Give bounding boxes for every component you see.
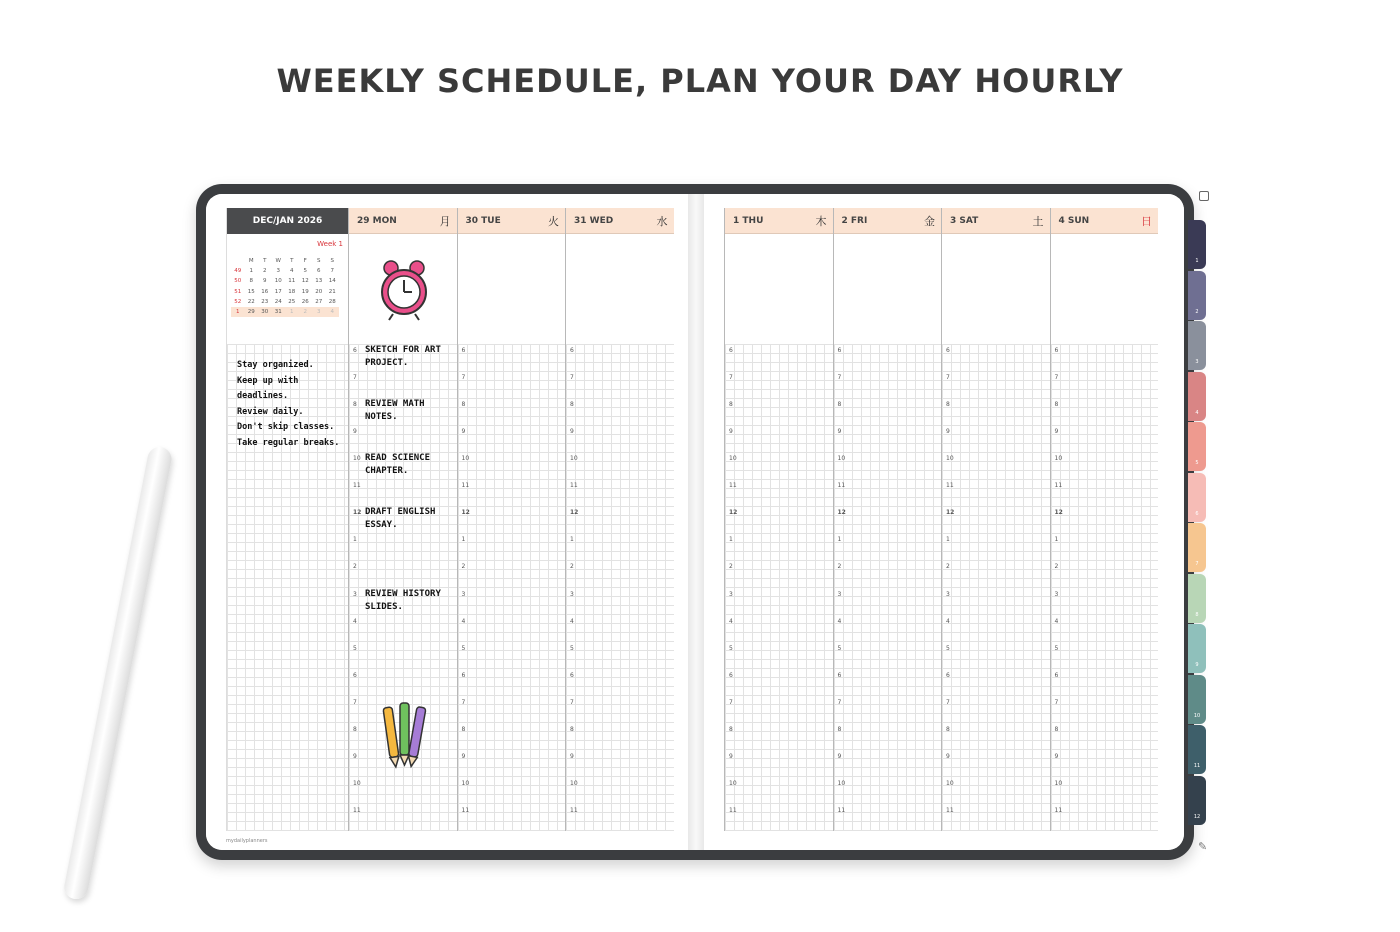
note-line: Don't skip classes. (237, 422, 335, 432)
day-notes-area[interactable] (725, 234, 833, 344)
hour-label: 7 (837, 698, 842, 706)
cal-day[interactable]: 14 (328, 278, 336, 285)
headline: WEEKLY SCHEDULE, PLAN YOUR DAY HOURLY (276, 62, 1124, 100)
hour-label: 7 (570, 374, 574, 382)
cal-day[interactable]: 16 (261, 288, 269, 295)
cal-day[interactable]: 21 (328, 288, 336, 295)
month-tab[interactable]: 9 (1188, 624, 1206, 673)
hour-label: 9 (946, 752, 950, 760)
hour-label: 9 (461, 752, 466, 760)
note-line: Keep up with (237, 375, 299, 386)
hour-label: 5 (461, 644, 466, 652)
week-label[interactable]: Week 1 (317, 240, 343, 248)
notes-text (237, 358, 339, 451)
hour-label: 1 (353, 536, 357, 544)
hour-label: 9 (837, 752, 842, 760)
cal-day[interactable]: 13 (315, 278, 323, 285)
day-kanji: 木 (815, 214, 827, 228)
hour-label: 8 (461, 725, 466, 733)
hour-label: 8 (353, 401, 357, 409)
hour-label: 5 (837, 644, 842, 652)
cal-corner (231, 256, 245, 266)
hour-label: 7 (461, 698, 466, 706)
hourly-grid[interactable] (942, 344, 1050, 831)
cal-weekday-header: T (263, 258, 267, 265)
cal-day[interactable]: 8 (249, 278, 253, 285)
day-header[interactable] (458, 208, 566, 234)
hour-label: 5 (570, 644, 574, 652)
hour-label: 10 (1054, 455, 1063, 463)
hour-label: 11 (837, 482, 846, 490)
task-entry[interactable]: DRAFT ENGLISH ESSAY. (365, 507, 436, 531)
hour-label: 8 (946, 725, 950, 733)
hour-label: 9 (461, 428, 466, 436)
hour-label: 8 (729, 725, 733, 733)
hour-label: 10 (837, 779, 846, 787)
month-tab[interactable]: 3 (1188, 321, 1206, 370)
hour-label: 4 (1054, 617, 1059, 625)
day-kanji: 土 (1032, 214, 1044, 228)
cal-day[interactable]: 27 (315, 298, 323, 305)
sidebar (226, 208, 348, 831)
hour-label: 8 (461, 401, 466, 409)
hour-label: 6 (570, 347, 574, 354)
hour-label: 10 (461, 779, 470, 787)
cal-day[interactable]: 4 (290, 268, 294, 275)
day-notes-area[interactable] (834, 234, 942, 344)
hour-label: 12 (570, 509, 579, 517)
hour-label: 2 (570, 563, 574, 571)
hourly-grid[interactable] (725, 344, 833, 831)
day-column[interactable] (348, 208, 457, 831)
hour-label: 11 (461, 806, 470, 814)
day-label: 4 SUN (1058, 215, 1090, 226)
day-kanji: 火 (548, 214, 559, 228)
day-kanji: 水 (656, 214, 668, 228)
hour-label: 8 (837, 725, 842, 733)
cal-day[interactable]: 18 (288, 288, 296, 295)
mini-calendar (227, 234, 349, 344)
hour-label: 6 (837, 347, 842, 354)
hour-label: 12 (729, 509, 738, 517)
cal-day[interactable]: 29 (245, 307, 259, 317)
tablet-frame (196, 184, 1194, 860)
hour-label: 11 (461, 482, 470, 490)
hour-label: 1 (946, 536, 950, 544)
hour-label: 12 (1054, 509, 1063, 517)
hour-label: 1 (837, 536, 842, 544)
cal-day[interactable]: 23 (261, 298, 269, 305)
hour-label: 11 (729, 482, 737, 490)
cal-week-number[interactable]: 50 (234, 278, 242, 285)
clock-sticker (379, 260, 429, 328)
hour-label: 10 (353, 779, 361, 787)
task-entry[interactable]: SKETCH FOR ART PROJECT. (365, 345, 441, 368)
cal-weekday-header: T (290, 258, 294, 265)
hour-label: 6 (1054, 671, 1059, 679)
hour-label: 7 (461, 374, 466, 382)
hour-label: 12 (946, 509, 955, 517)
cal-week-number[interactable]: 1 (231, 307, 245, 317)
hour-label: 11 (946, 482, 954, 490)
month-tab[interactable]: 1 (1188, 220, 1206, 269)
right-page (704, 194, 1184, 850)
task-entry[interactable]: REVIEW HISTORY SLIDES. (365, 588, 441, 612)
cal-day[interactable]: 12 (301, 278, 309, 285)
hour-label: 4 (570, 617, 574, 625)
hour-label: 10 (729, 455, 737, 463)
day-notes-area[interactable] (349, 234, 457, 344)
hour-label: 5 (353, 644, 357, 652)
month-tab[interactable]: 10 (1188, 675, 1206, 724)
hour-label: 11 (729, 806, 737, 814)
hour-label: 5 (946, 644, 950, 652)
hour-label: 9 (353, 428, 357, 436)
note-line: deadlines. (237, 391, 289, 401)
day-column[interactable] (941, 208, 1050, 831)
day-header[interactable] (566, 208, 674, 234)
month-tab[interactable]: 11 (1188, 725, 1206, 774)
hour-label: 3 (570, 590, 574, 598)
month-tab[interactable]: 6 (1188, 473, 1206, 522)
hour-label: 11 (353, 482, 361, 490)
note-line: Review daily. (237, 406, 304, 417)
cal-week-number[interactable]: 52 (234, 298, 242, 305)
cal-day[interactable]: 1 (285, 307, 299, 317)
cal-week-number[interactable]: 49 (234, 268, 242, 275)
cal-day[interactable]: 31 (272, 307, 286, 317)
day-header[interactable] (349, 208, 457, 234)
cal-day[interactable]: 3 (312, 307, 326, 317)
alarm-clock-icon (379, 260, 429, 324)
day-column[interactable] (833, 208, 942, 831)
day-column[interactable] (457, 208, 566, 831)
hour-label: 2 (729, 563, 733, 571)
stylus-pencil (62, 445, 173, 901)
hour-label: 8 (353, 725, 357, 733)
hour-label: 6 (461, 671, 466, 679)
hour-label: 10 (353, 455, 361, 463)
mini-calendar-table (231, 256, 339, 317)
pencils-sticker (381, 701, 429, 775)
hour-label: 8 (570, 725, 574, 733)
hour-label: 2 (1054, 563, 1059, 571)
cal-weekday-header: F (303, 258, 307, 265)
colored-pencils-icon (381, 701, 429, 771)
hour-label: 3 (461, 590, 466, 598)
day-header[interactable] (1051, 208, 1159, 234)
hour-label: 6 (353, 671, 357, 679)
hour-label: 11 (570, 806, 578, 814)
hour-label: 7 (1054, 374, 1059, 382)
cal-day[interactable]: 3 (276, 268, 280, 275)
hour-label: 12 (461, 509, 470, 517)
hour-label: 6 (461, 347, 466, 354)
hour-label: 1 (729, 536, 733, 544)
hour-label: 2 (461, 563, 466, 571)
hour-label: 7 (946, 698, 950, 706)
hour-label: 8 (946, 401, 950, 409)
hour-label: 9 (729, 752, 733, 760)
day-label: 30 TUE (465, 215, 501, 226)
cal-day[interactable]: 24 (274, 298, 282, 305)
cal-day[interactable]: 7 (330, 268, 334, 275)
month-tab[interactable]: 12 (1188, 776, 1206, 825)
cal-day[interactable]: 9 (263, 278, 267, 285)
note-line: Stay organized. (237, 360, 314, 370)
task-entry[interactable]: READ SCIENCE CHAPTER. (365, 453, 431, 477)
hour-label: 12 (837, 509, 846, 517)
hour-label: 11 (1054, 482, 1063, 490)
hour-label: 3 (353, 590, 357, 598)
day-label: 1 THU (733, 215, 764, 226)
month-tab[interactable]: 4 (1188, 372, 1206, 421)
hour-label: 7 (1054, 698, 1059, 706)
hour-label: 9 (946, 428, 950, 436)
month-tab[interactable]: 8 (1188, 574, 1206, 623)
hour-label: 10 (946, 455, 954, 463)
hour-label: 6 (570, 671, 574, 679)
day-label: 3 SAT (950, 215, 979, 226)
hour-label: 3 (946, 590, 950, 598)
day-notes-area[interactable] (458, 234, 566, 344)
hour-label: 4 (353, 617, 357, 625)
hour-label: 11 (1054, 806, 1063, 814)
hour-label: 1 (461, 536, 466, 544)
bookmark-icon[interactable] (1199, 191, 1209, 201)
cal-weekday-header: S (330, 258, 334, 265)
hour-label: 9 (570, 428, 574, 436)
hour-label: 11 (570, 482, 578, 490)
hour-label: 4 (461, 617, 466, 625)
cal-day[interactable]: 19 (301, 288, 309, 295)
hour-label: 11 (837, 806, 846, 814)
hour-label: 7 (353, 374, 357, 382)
brand-label: mydailyplanners (226, 838, 268, 844)
day-label: 2 FRI (841, 215, 868, 226)
cal-day[interactable]: 26 (301, 298, 309, 305)
cal-weekday-header: M (248, 258, 254, 265)
day-header[interactable] (942, 208, 1050, 234)
hour-label: 6 (946, 671, 950, 679)
hour-label: 6 (1054, 347, 1059, 354)
hour-label: 2 (946, 563, 950, 571)
hour-label: 8 (1054, 725, 1059, 733)
month-tab[interactable]: 5 (1188, 422, 1206, 471)
cal-day[interactable]: 1 (249, 268, 253, 275)
hour-label: 9 (353, 752, 357, 760)
hour-label: 1 (1054, 536, 1059, 544)
day-header[interactable] (725, 208, 833, 234)
hour-label: 9 (1054, 428, 1059, 436)
cal-day[interactable]: 20 (315, 288, 323, 295)
day-kanji: 月 (439, 214, 451, 228)
hour-label: 10 (1054, 779, 1063, 787)
month-tab[interactable]: 7 (1188, 523, 1206, 572)
hourly-grid[interactable] (349, 344, 457, 831)
month-tab[interactable]: 2 (1188, 271, 1206, 320)
hour-label: 3 (837, 590, 842, 598)
cal-day[interactable]: 2 (299, 307, 313, 317)
day-kanji: 日 (1141, 214, 1152, 228)
hour-label: 11 (353, 806, 361, 814)
hour-label: 5 (729, 644, 733, 652)
hour-label: 2 (353, 563, 357, 571)
cal-day[interactable]: 30 (258, 307, 272, 317)
day-notes-area[interactable] (942, 234, 1050, 344)
cal-day[interactable]: 6 (317, 268, 321, 275)
day-column[interactable] (565, 208, 674, 831)
month-label[interactable]: DEC/JAN 2026 (227, 208, 348, 234)
left-page (206, 194, 688, 850)
hourly-grid[interactable] (1051, 344, 1159, 831)
hour-label: 10 (837, 455, 846, 463)
hourly-grid[interactable] (458, 344, 566, 831)
hour-label: 1 (570, 536, 574, 544)
cal-day[interactable]: 17 (274, 288, 282, 295)
hour-label: 10 (570, 455, 578, 463)
hour-label: 7 (353, 698, 357, 706)
hour-label: 8 (570, 401, 574, 409)
hour-label: 10 (729, 779, 737, 787)
cal-day[interactable]: 22 (247, 298, 255, 305)
cal-week-number[interactable]: 51 (234, 288, 242, 295)
hour-label: 11 (946, 806, 954, 814)
hour-label: 8 (729, 401, 733, 409)
day-label: 31 WED (574, 215, 614, 226)
cal-day[interactable]: 5 (303, 268, 307, 275)
hour-label: 7 (837, 374, 842, 382)
hour-label: 10 (461, 455, 470, 463)
hour-label: 2 (837, 563, 842, 571)
day-column[interactable] (1050, 208, 1159, 831)
hour-label: 10 (570, 779, 578, 787)
cal-day[interactable]: 10 (274, 278, 282, 285)
day-header[interactable] (834, 208, 942, 234)
cal-day[interactable]: 28 (328, 298, 336, 305)
hour-label: 7 (729, 374, 733, 382)
hour-label: 9 (729, 428, 733, 436)
planner-screen (206, 194, 1184, 850)
day-notes-area[interactable] (1051, 234, 1159, 344)
cal-day[interactable]: 15 (247, 288, 255, 295)
hourly-grid[interactable] (834, 344, 942, 831)
day-label: 29 MON (357, 215, 397, 226)
hour-label: 12 (353, 509, 362, 517)
hour-label: 6 (729, 671, 733, 679)
hour-label: 10 (946, 779, 954, 787)
day-notes-area[interactable] (566, 234, 674, 344)
cal-day[interactable]: 4 (326, 307, 340, 317)
cal-day[interactable]: 2 (263, 268, 267, 275)
page-spine (688, 194, 704, 850)
hour-label: 7 (570, 698, 574, 706)
hour-label: 9 (1054, 752, 1059, 760)
hour-label: 7 (729, 698, 733, 706)
hour-label: 6 (837, 671, 842, 679)
hour-label: 8 (1054, 401, 1059, 409)
hour-label: 3 (729, 590, 733, 598)
hour-label: 4 (729, 617, 733, 625)
day-kanji: 金 (924, 214, 935, 228)
hour-label: 6 (729, 347, 733, 354)
hour-label: 8 (837, 401, 842, 409)
cal-day[interactable]: 11 (288, 278, 296, 285)
hour-label: 4 (837, 617, 842, 625)
cal-weekday-header: S (317, 258, 321, 265)
hour-label: 9 (837, 428, 842, 436)
note-line: Take regular breaks. (237, 437, 340, 448)
hour-label: 7 (946, 374, 950, 382)
hour-label: 3 (1054, 590, 1059, 598)
hour-label: 5 (1054, 644, 1059, 652)
task-entry[interactable]: REVIEW MATH NOTES. (365, 399, 425, 423)
cal-day[interactable]: 25 (288, 298, 296, 305)
hourly-grid[interactable] (566, 344, 674, 831)
cal-weekday-header: W (275, 258, 281, 265)
hour-label: 9 (570, 752, 574, 760)
day-column[interactable] (724, 208, 833, 831)
pencil-icon[interactable]: ✎ (1198, 840, 1208, 853)
hour-label: 4 (946, 617, 950, 625)
hour-label: 6 (353, 347, 357, 354)
hour-label: 6 (946, 347, 950, 354)
